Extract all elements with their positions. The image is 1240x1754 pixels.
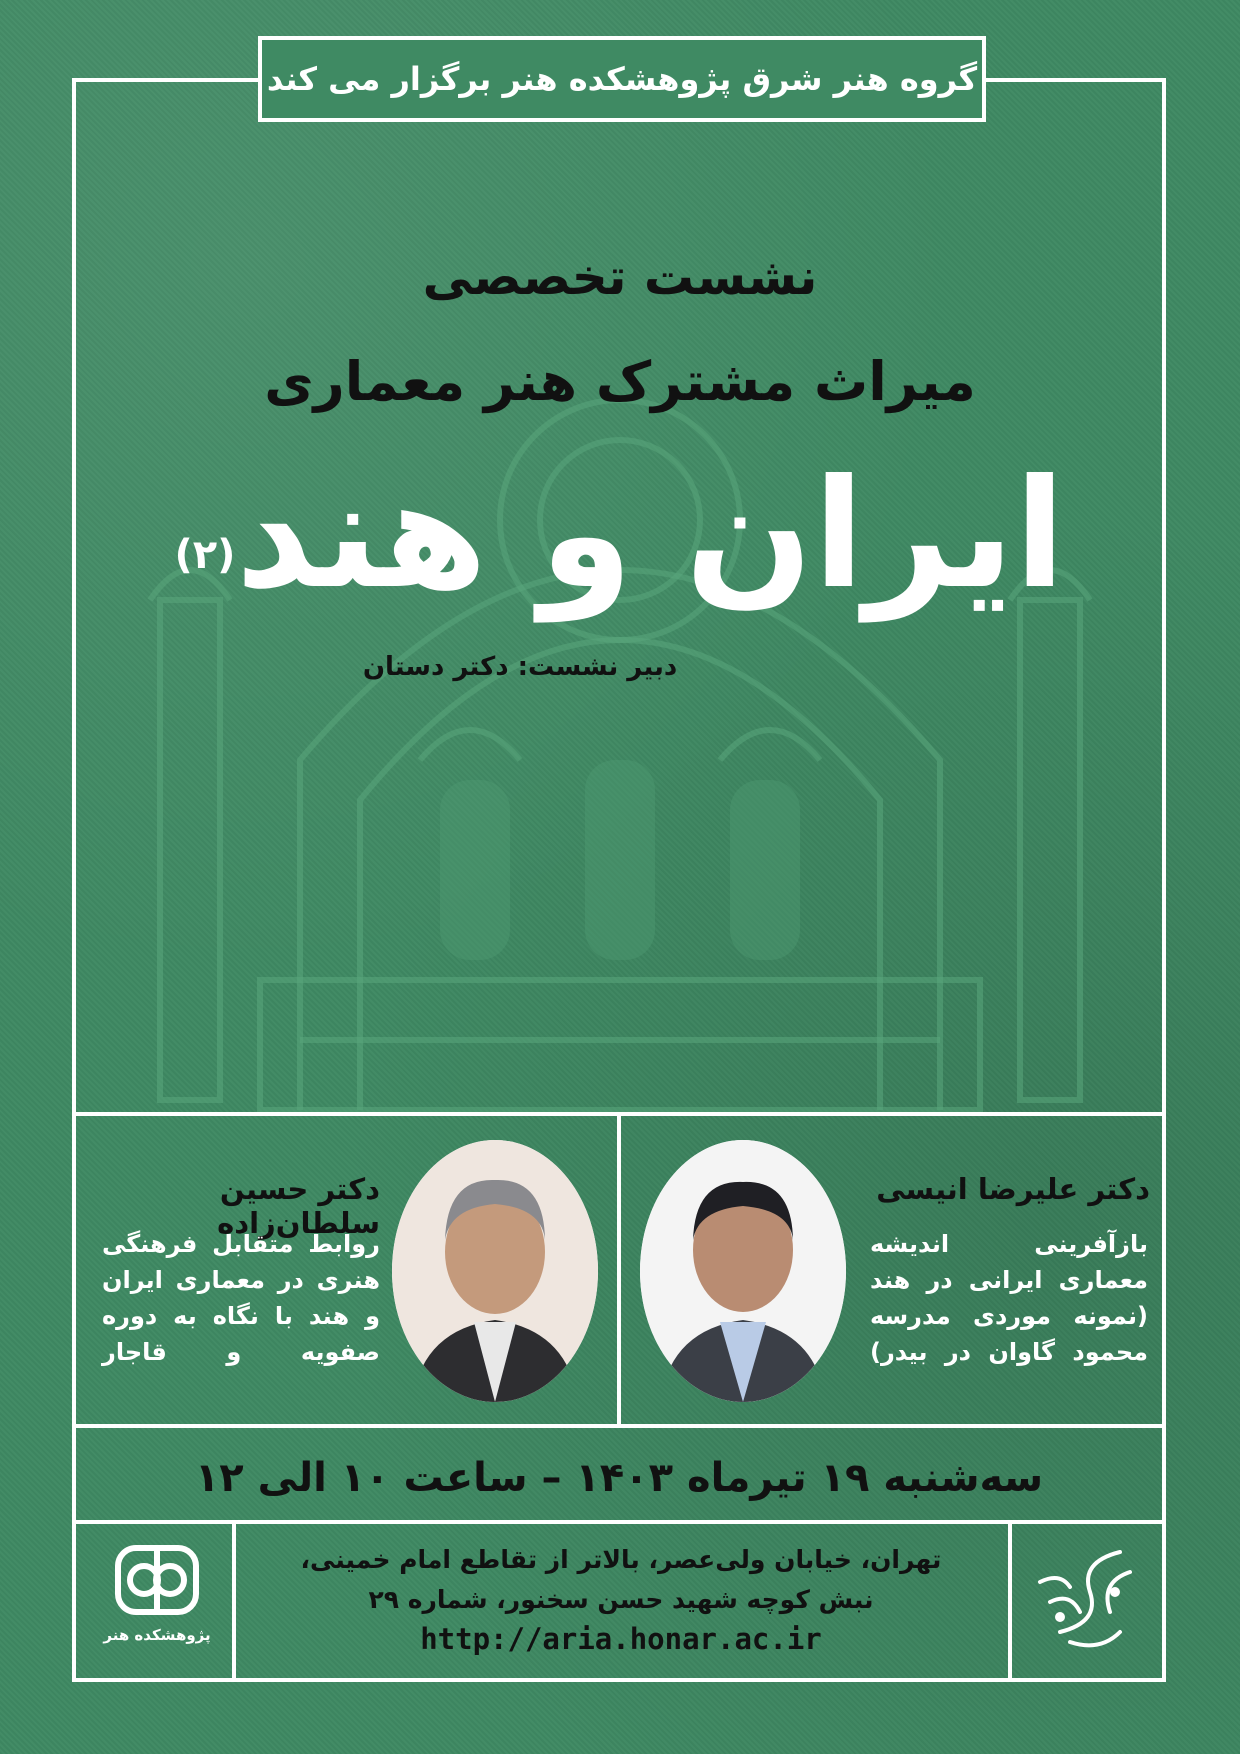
organizer-banner [258, 36, 986, 122]
event-subtitle: میراث مشترک هنر معماری [264, 350, 976, 413]
part-number: (۲) [174, 532, 236, 578]
divider-footer-top [76, 1520, 1162, 1524]
institute-logo [92, 1540, 222, 1660]
speaker-1-topic-line: معماری ایرانی در هند [870, 1266, 1148, 1294]
speaker-2-topic-line: صفویه و قاجار [102, 1338, 380, 1366]
divider-speakers-middle [617, 1114, 621, 1424]
event-date-time: سه‌شنبه ۱۹ تیرماه ۱۴۰۳ – ساعت ۱۰ الی ۱۲ [194, 1455, 1044, 1501]
speaker-1-portrait [640, 1140, 846, 1402]
speaker-1-topic-line: بازآفرینی اندیشه [870, 1230, 1148, 1258]
divider-date-top [76, 1424, 1162, 1428]
calligraphy-logo-icon [1020, 1532, 1150, 1672]
speaker-2-topic-line: و هند با نگاه به دوره [102, 1302, 380, 1330]
divider-footer-right [1008, 1522, 1012, 1678]
speaker-2-topic [102, 1226, 380, 1370]
speaker-1-topic-line: (نمونه موردی مدرسه [870, 1302, 1148, 1330]
institute-logo-caption: پژوهشکده هنر [103, 1626, 211, 1644]
speaker-2-topic-line: روابط متقابل فرهنگی [102, 1230, 380, 1258]
organizer-text: گروه هنر شرق پژوهشکده هنر برگزار می کند [266, 60, 978, 98]
speaker-1-topic [870, 1226, 1148, 1370]
institute-logo-icon [112, 1540, 202, 1620]
event-main-title [170, 440, 1070, 630]
event-type: نشست تخصصی [422, 248, 818, 306]
calligraphy-logo [1020, 1532, 1150, 1672]
speaker-2-name: دکتر حسین سلطان‌زاده [217, 1172, 380, 1240]
address-line-2: نبش کوچه شهید حسن سخنور، شماره ۲۹ [368, 1585, 874, 1614]
website-link[interactable]: http://aria.honar.ac.ir [420, 1622, 822, 1656]
speaker-2-portrait [392, 1140, 598, 1402]
address-line-1: تهران، خیابان ولی‌عصر، بالاتر از تقاطع امام خمینی، [300, 1545, 942, 1574]
speaker-1-topic-line: محمود گاوان در بیدر) [870, 1338, 1148, 1366]
main-title-text: ایران و هند [235, 448, 1066, 622]
speaker-2-topic-line: هنری در معماری ایران [102, 1266, 380, 1294]
venue-address [236, 1540, 1006, 1620]
speaker-1-name: دکتر علیرضا انیسی [876, 1172, 1150, 1206]
moderator: دبیر نشست: دکتر دستان [362, 652, 678, 682]
person-silhouette-icon [392, 1140, 598, 1402]
person-silhouette-icon [640, 1140, 846, 1402]
